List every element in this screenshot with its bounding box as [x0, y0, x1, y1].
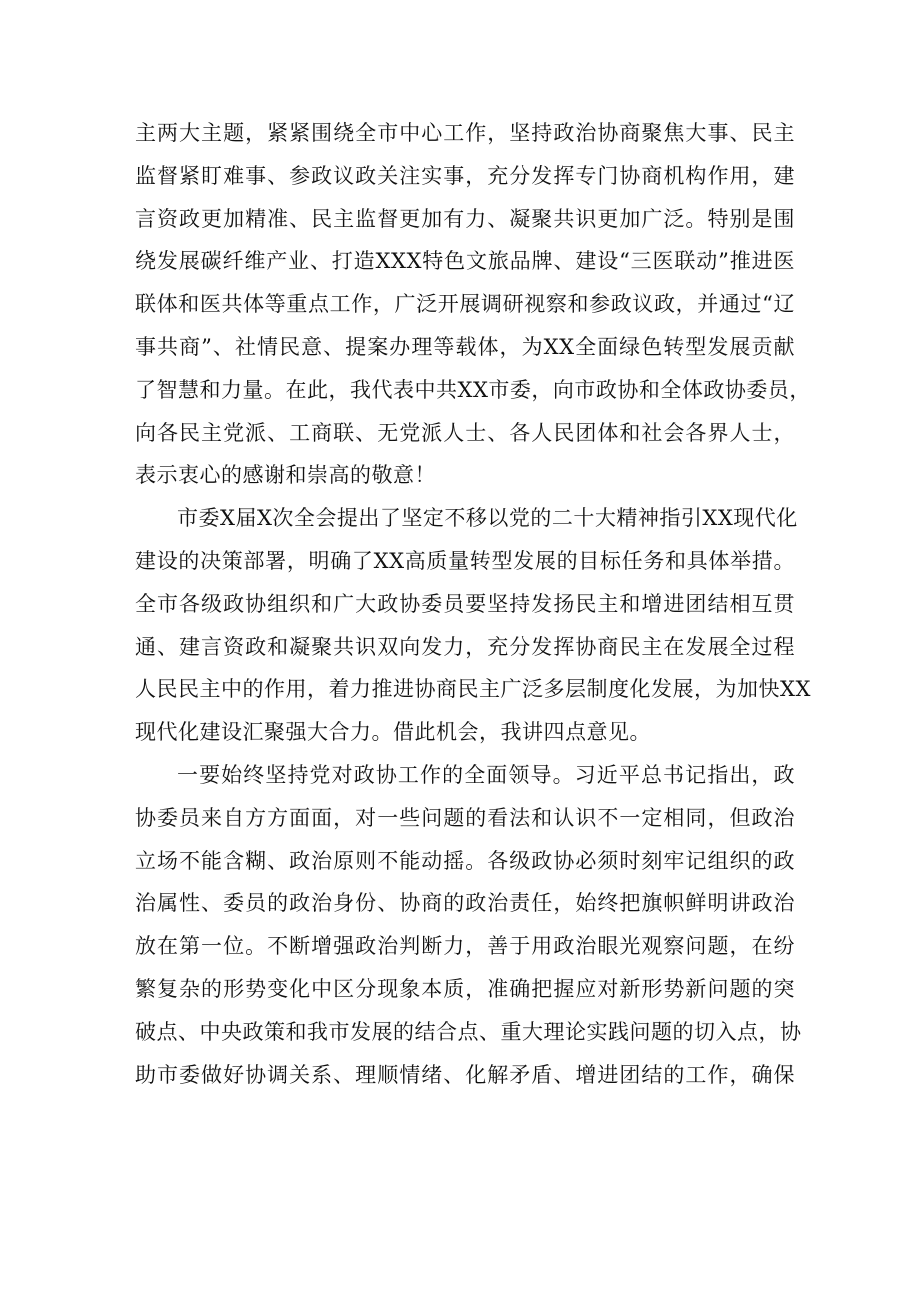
- text-line: 表示衷心的感谢和崇高的敬意！: [135, 463, 436, 488]
- text-line: 向各民主党派、工商联、无党派人士、各人民团体和社会各界人士，: [135, 420, 795, 445]
- text-line: 助市委做好协调关系、理顺情绪、化解矛盾、增进团结的工作，确保: [135, 1062, 795, 1087]
- text-line: 市委X届X次全会提出了坚定不移以党的二十大精神指引XX现代化: [177, 506, 798, 531]
- body-text: [135, 112, 811, 1096]
- text-line: 事共商”、社情民意、提案办理等载体，为XX全面绿色转型发展贡献: [135, 334, 795, 359]
- text-line: 全市各级政协组织和广大政协委员要坚持发扬民主和增进团结相互贯: [135, 591, 795, 616]
- text-line: 绕发展碳纤维产业、打造XXX特色文旅品牌、建设“三医联动”推进医: [135, 249, 795, 274]
- text-line: 主两大主题，紧紧围绕全市中心工作，坚持政治协商聚焦大事、民主: [135, 121, 795, 145]
- text-line: 了智慧和力量。在此，我代表中共XX市委，向市政协和全体政协委员，: [135, 377, 811, 402]
- text-line: 言资政更加精准、民主监督更加有力、凝聚共识更加广泛。特别是围: [135, 206, 795, 231]
- text-line: 现代化建设汇聚强大合力。借此机会，我讲四点意见。: [135, 720, 651, 745]
- text-line: 放在第一位。不断增强政治判断力，善于用政治眼光观察问题，在纷: [135, 934, 795, 959]
- text-line: 联体和医共体等重点工作，广泛开展调研视察和参政议政，并通过“辽: [135, 292, 795, 317]
- text-line: 监督紧盯难事、参政议政关注实事，充分发挥专门协商机构作用，建: [135, 163, 795, 188]
- text-line: 通、建言资政和凝聚共识双向发力，充分发挥协商民主在发展全过程: [135, 634, 795, 659]
- text-line: 一要始终坚持党对政协工作的全面领导。习近平总书记指出，政: [177, 762, 795, 787]
- text-line: 立场不能含糊、政治原则不能动摇。各级政协必须时刻牢记组织的政: [135, 848, 795, 873]
- text-line: 建设的决策部署，明确了XX高质量转型发展的目标任务和具体举措。: [135, 548, 795, 573]
- text-line: 治属性、委员的政治身份、协商的政治责任，始终把旗帜鲜明讲政治: [135, 891, 795, 916]
- text-line: 繁复杂的形势变化中区分现象本质，准确把握应对新形势新问题的突: [135, 976, 795, 1001]
- text-line: 破点、中央政策和我市发展的结合点、重大理论实践问题的切入点，协: [135, 1019, 802, 1044]
- text-line: 人民民主中的作用，着力推进协商民主广泛多层制度化发展，为加快XX: [135, 677, 811, 702]
- text-line: 协委员来自方方面面，对一些问题的看法和认识不一定相同，但政治: [135, 805, 795, 830]
